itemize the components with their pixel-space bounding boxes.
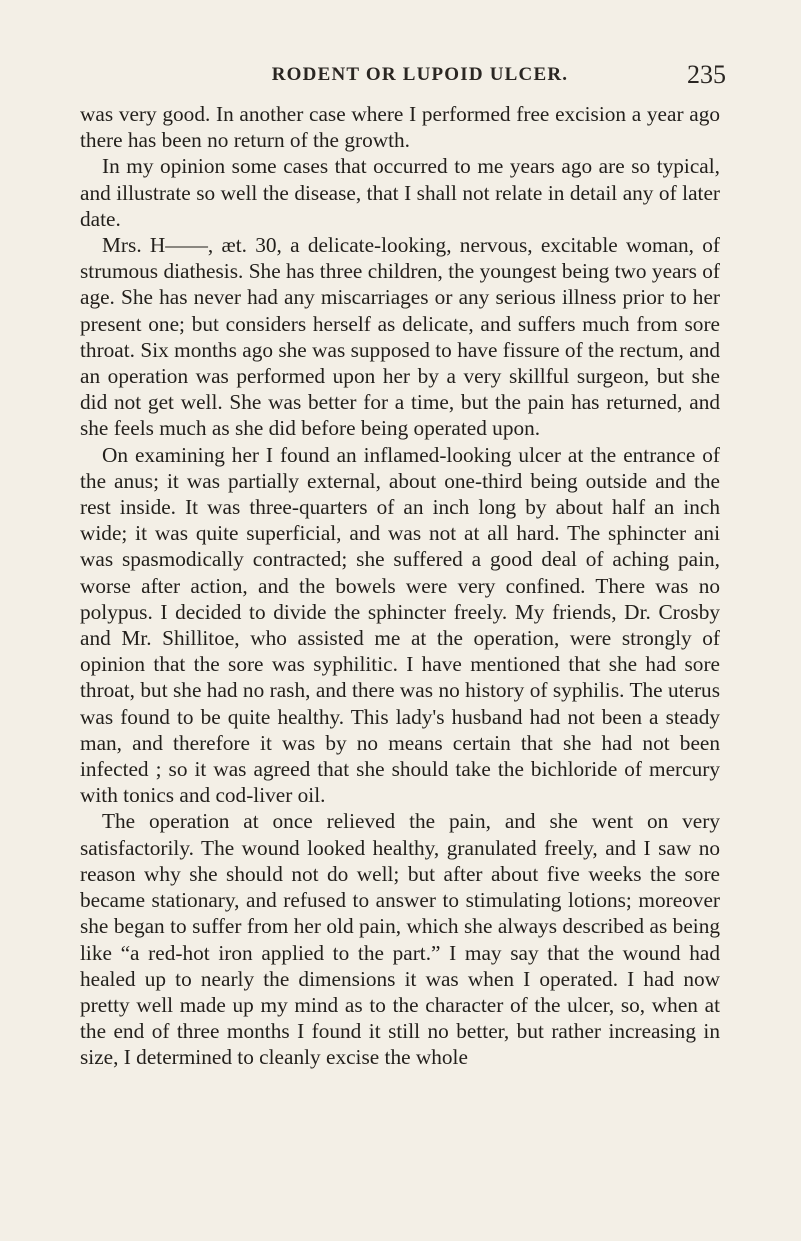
paragraph: was very good. In another case where I performed free excision a year ago there has been no return of the growth. [80,102,720,153]
body-text [80,101,720,1071]
running-head [80,60,726,96]
paragraph: The operation at once relieved the pain, and she went on very satisfactorily. The wound looked healthy, granulated freely, and I saw no reason why she should not do well; but after about five weeks the sore became stationary, and refused to answer to stimulating lotions; moreover she began to suffer from her old pain, which she always described as being like “a red-hot iron applied to the part.” I may say that the wound had healed up to nearly the dimensions it was when I operated. I had now pretty well made up my mind as to the character of the ulcer, so, when at the end of three months I found it still no better, but rather increasing in size, I determined to cleanly excise the whole [80,809,720,1070]
paragraph: In my opinion some cases that occurred to me years ago are so typical, and illustrate so well the disease, that I shall not relate in detail any of later date. [80,154,720,231]
paragraph: Mrs. H——, æt. 30, a delicate-looking, nervous, excitable woman, of strumous diathesis. She has three children, the youngest being two years of age. She has never had any miscarriages or any serious illness prior to her present one; but considers herself as delicate, and suffers much from sore throat. Six months ago she was supposed to have fissure of the rectum, and an operation was performed upon her by a very skillful surgeon, but she did not get well. She was better for a time, but the pain has returned, and she feels much as she did before being operated upon. [80,233,720,441]
running-title: RODENT OR LUPOID ULCER. [271,64,569,85]
page-number: 235 [687,60,726,89]
paragraph: On examining her I found an inflamed-looking ulcer at the entrance of the anus; it was partially external, about one-third being outside and the rest inside. It was three-quarters of an inch long by about half an inch wide; it was quite superficial, and was not at all hard. The sphincter ani was spasmodically contracted; she suffered a good deal of aching pain, worse after action, and the bowels were very confined. There was no polypus. I decided to divide the sphincter freely. My friends, Dr. Crosby and Mr. Shillitoe, who assisted me at the operation, were strongly of opinion that the sore was syphilitic. I have mentioned that she had sore throat, but she had no rash, and there was no history of syphilis. The uterus was found to be quite healthy. This lady's husband had not been a steady man, and therefore it was by no means certain that she had not been infected ; so it was agreed that she should take the bichloride of mercury with tonics and cod-liver oil. [80,442,720,808]
